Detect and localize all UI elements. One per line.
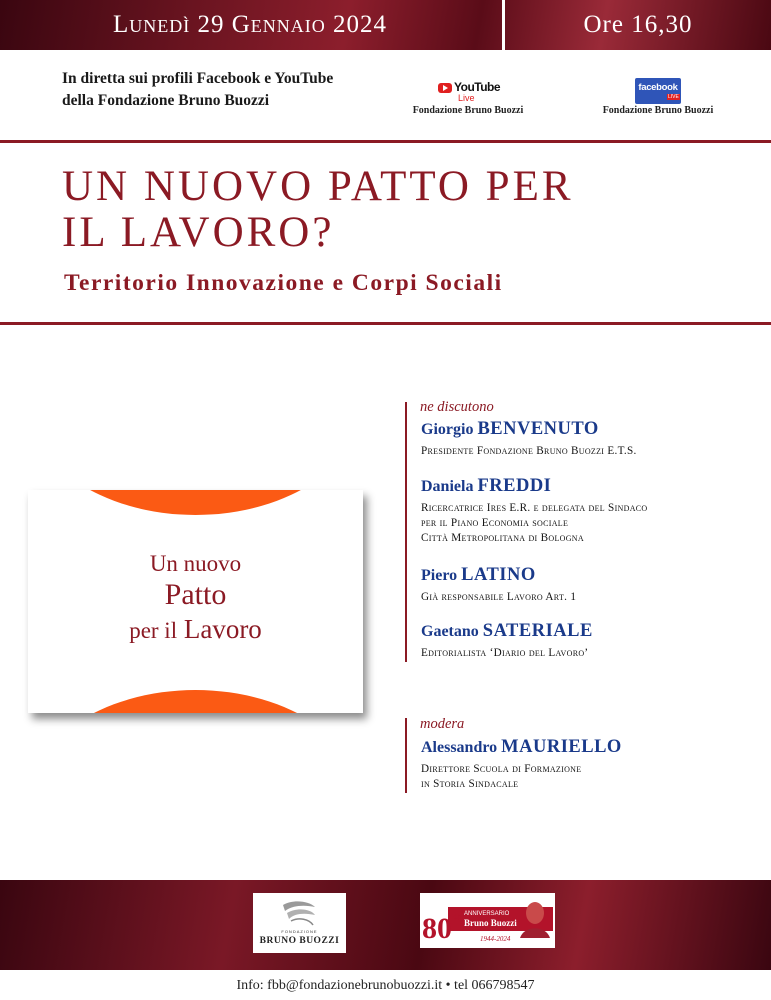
- youtube-play-icon: [438, 83, 452, 93]
- youtube-caption: Fondazione Bruno Buozzi: [412, 105, 524, 116]
- divider-bottom: [0, 322, 771, 325]
- speaker-last-name: SATERIALE: [482, 621, 593, 641]
- moderator-name: [421, 737, 761, 758]
- speaker-block: [421, 476, 761, 546]
- moderator-description: [421, 762, 761, 792]
- speaker-last-name: LATINO: [461, 565, 536, 585]
- event-subtitle: Territorio Innovazione e Corpi Sociali: [64, 270, 503, 296]
- speaker-last-name: FREDDI: [477, 476, 552, 496]
- anniversary-word: ANNIVERSARIO: [464, 911, 510, 917]
- event-title-line2: IL LAVORO?: [62, 209, 335, 256]
- panel-divider-moderator: [405, 718, 407, 793]
- speaker-description-line: per il Piano Economia sociale: [421, 517, 569, 529]
- speaker-description: [421, 646, 761, 661]
- contact-footer: Info: fbb@fondazionebrunobuozzi.it • tel 066798547: [236, 978, 535, 993]
- youtube-live-label: Live: [458, 93, 475, 103]
- card-line3: [28, 614, 363, 645]
- speaker-name: [421, 565, 761, 586]
- discuss-label: ne discutono: [420, 399, 494, 415]
- card-line3-small: per il: [129, 618, 178, 643]
- speaker-first-name: Giorgio: [421, 421, 474, 438]
- anniversary-number: 80: [422, 912, 452, 945]
- facebook-wordmark: facebook: [638, 82, 678, 93]
- anniversary-logo: [420, 893, 555, 948]
- event-card-graphic: [28, 490, 363, 713]
- speaker-first-name: Gaetano: [421, 623, 479, 640]
- facebook-caption: Fondazione Bruno Buozzi: [602, 105, 714, 116]
- speaker-first-name: Piero: [421, 567, 458, 584]
- anniversary-emblem-icon: [420, 893, 555, 948]
- anniversary-years: 1944-2024: [480, 935, 511, 943]
- event-title-line1: UN NUOVO PATTO PER: [62, 163, 574, 210]
- fondazione-mark-icon: [279, 899, 319, 929]
- divider-top: [0, 140, 771, 143]
- event-date: Lunedì 29 Gennaio 2024: [112, 11, 388, 38]
- moderator-label: modera: [420, 716, 465, 732]
- event-time: Ore 16,30: [583, 11, 693, 38]
- moderator-last-name: MAURIELLO: [501, 737, 622, 757]
- fondazione-logo-name: BRUNO BUOZZI: [259, 936, 340, 946]
- speaker-first-name: Daniela: [421, 478, 474, 495]
- youtube-wordmark: YouTube: [454, 80, 501, 94]
- fondazione-logo-small: FONDAZIONE: [281, 929, 318, 934]
- speaker-description: [421, 501, 761, 546]
- live-info-line2: della Fondazione Bruno Buozzi: [62, 92, 270, 109]
- live-info-line1: In diretta sui profili Facebook e YouTube: [62, 70, 334, 87]
- facebook-live-badge: LIVE: [668, 94, 679, 100]
- speaker-block: [421, 419, 761, 459]
- moderator-first-name: Alessandro: [421, 739, 498, 756]
- live-info: [62, 68, 382, 112]
- speaker-last-name: BENVENUTO: [477, 419, 599, 439]
- speaker-description: [421, 444, 761, 459]
- speaker-name: [421, 419, 761, 440]
- speaker-block: [421, 621, 761, 661]
- card-line3-big: Lavoro: [183, 614, 262, 644]
- facebook-live-logo[interactable]: [635, 78, 681, 104]
- moderator-description-line: in Storia Sindacale: [421, 778, 519, 790]
- speaker-description-line: Ricercatrice Ires E.R. e delegata del Sindaco: [421, 502, 648, 514]
- speaker-description-line: Città Metropolitana di Bologna: [421, 532, 584, 544]
- speaker-description-line: Editorialista ‘Diario del Lavoro’: [421, 647, 589, 659]
- panel-divider-speakers: [405, 402, 407, 662]
- fondazione-logo: [253, 893, 346, 953]
- anniversary-name: Bruno Buozzi: [464, 918, 517, 928]
- speaker-name: [421, 476, 761, 497]
- event-title: [62, 164, 762, 256]
- footer-band: [0, 880, 771, 970]
- card-bottom-arc: [28, 690, 363, 713]
- speaker-description-line: Presidente Fondazione Bruno Buozzi E.T.S.: [421, 445, 637, 457]
- speaker-description: [421, 590, 761, 605]
- moderator-block: [421, 737, 761, 792]
- speaker-name: [421, 621, 761, 642]
- youtube-live-logo[interactable]: [438, 80, 501, 104]
- moderator-description-line: Direttore Scuola di Formazione: [421, 763, 582, 775]
- speaker-description-line: Già responsabile Lavoro Art. 1: [421, 591, 577, 603]
- header-band: [0, 0, 771, 50]
- card-top-arc: [28, 490, 363, 515]
- speaker-block: [421, 565, 761, 605]
- card-line1: Un nuovo: [149, 551, 242, 576]
- card-line2: Patto: [164, 578, 227, 611]
